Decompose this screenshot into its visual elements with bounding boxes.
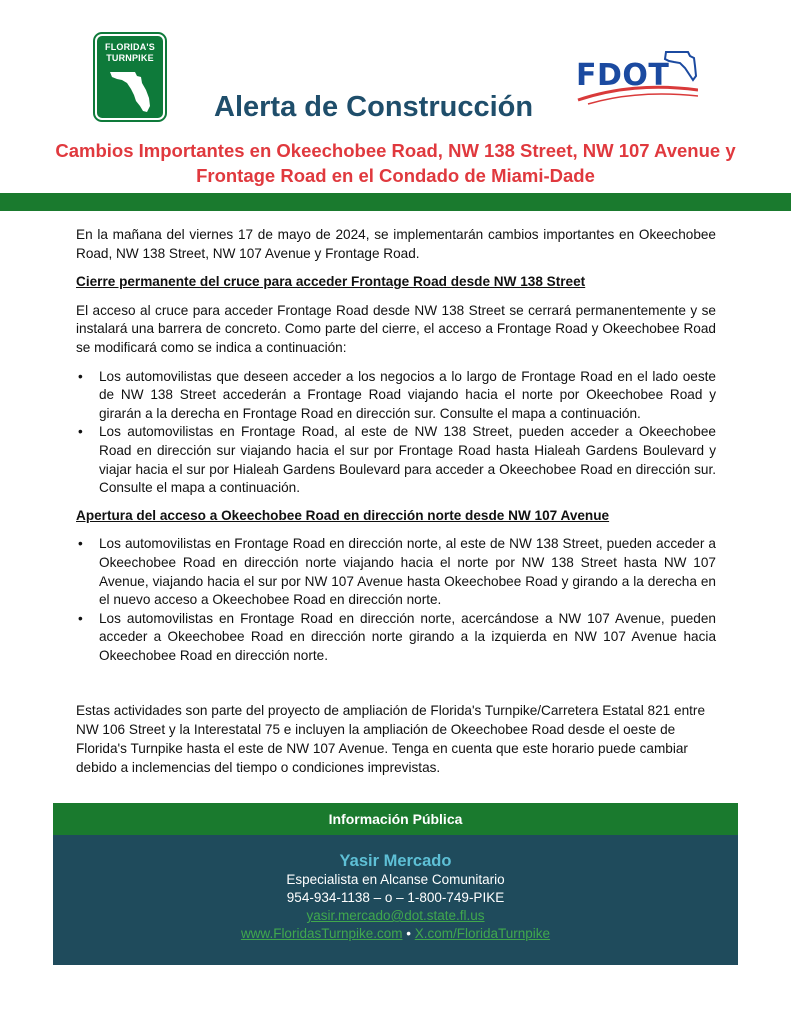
public-info-header: Información Pública [53,803,738,835]
section1-bullet-list [76,368,716,498]
closing-paragraph: Estas actividades son parte del proyecto de ampliación de Florida's Turnpike/Carretera Estatal 821 entre NW 106 Street y la Interestatal 75 e incluyen la ampliación de Okeechobee Road desde el oeste de Florida's Turnpike hasta el este de NW 107 Avenue. Tenga en cuenta que este horario puede cambiar debido a inclemencias del tiempo o condiciones imprevistas. [76,703,706,775]
list-item [76,610,716,666]
social-link[interactable]: X.com/FloridaTurnpike [414,926,551,941]
contact-name: Yasir Mercado [339,852,452,870]
section1-heading: Cierre permanente del cruce para acceder Frontage Road desde NW 138 Street [76,274,586,290]
bullet-icon: • [78,610,83,626]
intro-paragraph: En la mañana del viernes 17 de mayo de 2024, se implementarán cambios importantes en Okeechobee Road, NW 138 Street, NW 107 Avenue y Frontage Road. [76,227,716,261]
list-item [76,423,716,497]
bullet-text: Los automovilistas que deseen acceder a los negocios a lo largo de Frontage Road en el lado oeste de NW 138 Street accederán a Frontage Road viajando hacia el norte por Okeechobee Road y girarán a la derecha en Frontage Road en dirección sur. Consulte el mapa a continuación. [99,368,716,421]
section2-heading: Apertura del acceso a Okeechobee Road en dirección norte desde NW 107 Avenue [76,507,610,523]
contact-role: Especialista en Alcanse Comunitario [286,872,505,887]
list-item [76,535,716,609]
document-body [76,226,716,674]
bullet-icon: • [78,536,83,552]
section2-bullet-list [76,535,716,665]
contact-box [53,835,738,965]
section1-paragraph: El acceso al cruce para acceder Frontage Road desde NW 138 Street se cerrará permanentemente y se instalará una barrera de concreto. Como parte del cierre, el acceso a Frontage Road y Okeechobee Road se modificará como se indica a continuación: [76,302,716,355]
page-subtitle: Cambios Importantes en Okeechobee Road, NW 138 Street, NW 107 Avenue y Frontage Road en el Condado de Miami-Dade [55,140,736,186]
floridas-turnpike-logo [95,34,165,120]
bullet-icon: • [78,424,83,440]
contact-email-link[interactable]: yasir.mercado@dot.state.fl.us [306,908,485,923]
list-item [76,368,716,424]
bullet-text: Los automovilistas en Frontage Road, al este de NW 138 Street, pueden acceder a Okeechobee Road en dirección sur viajando hacia el sur por Frontage Road hasta Hialeah Gardens Boulevard y viajar hacia el sur por Hialeah Gardens Boulevard para acceder a Okeechobee Road en dirección sur. Consulte el mapa a continuación. [99,424,716,496]
fdot-logo-text: FDOT [576,58,670,93]
bullet-icon: • [78,368,83,384]
link-separator: • [406,926,411,941]
bullet-text: Los automovilistas en Frontage Road en dirección norte, al este de NW 138 Street, pueden acceder a Okeechobee Road en dirección norte viajando hacia el norte por NW 138 Street hasta NW 107 Avenue, viajando hacia el sur por NW 107 Avenue hasta Okeechobee Road y girando a la derecha en el nuevo acceso a Okeechobee Road en dirección norte. [99,536,716,608]
fdot-logo [574,50,698,106]
header-divider-bar [0,193,791,211]
contact-phone: 954-934-1138 – o – 1-800-749-PIKE [286,890,505,905]
page-title: Alerta de Construcción [214,91,534,123]
turnpike-logo-line2: TURNPIKE [106,53,154,63]
website-link[interactable]: www.FloridasTurnpike.com [240,926,403,941]
bullet-text: Los automovilistas en Frontage Road en dirección norte, acercándose a NW 107 Avenue, pueden acceder a Okeechobee Road en dirección norte girando a la izquierda en NW 107 Avenue hacia Okeechobee Road en dirección norte. [99,610,716,663]
turnpike-logo-line1: FLORIDA'S [105,42,155,52]
florida-map-icon [109,68,153,114]
